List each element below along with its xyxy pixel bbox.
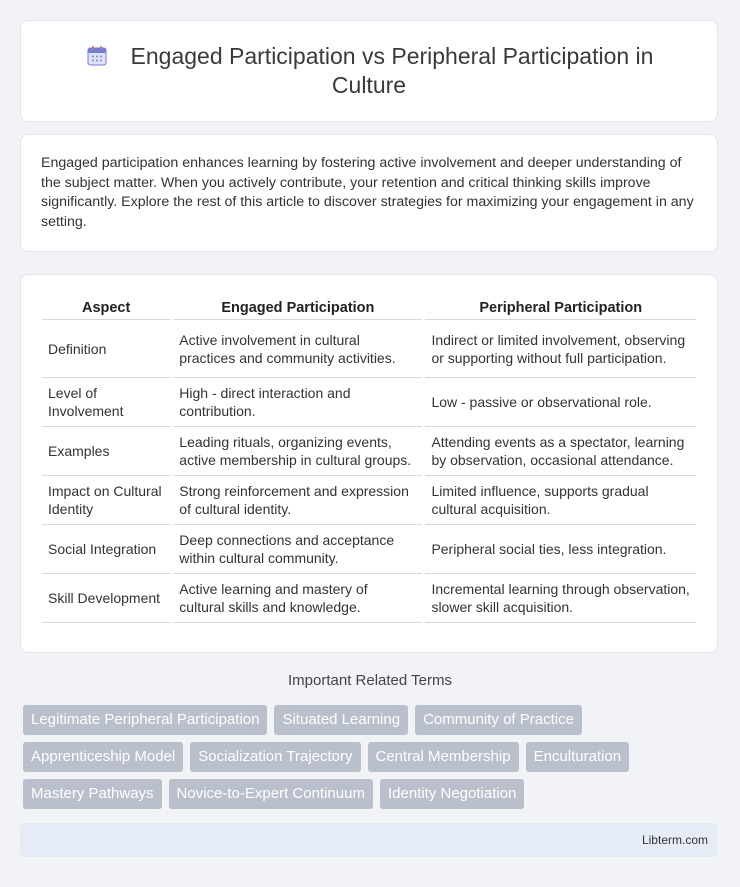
related-terms-title: Important Related Terms: [288, 672, 452, 689]
tag-mastery-pathways[interactable]: Mastery Pathways: [23, 779, 162, 809]
calendar-icon: [85, 44, 109, 68]
related-terms-list: [23, 705, 723, 816]
footer-site-link[interactable]: Libterm.com: [641, 833, 708, 847]
header-peripheral: Peripheral Participation: [424, 295, 696, 320]
table-header-row: [42, 295, 696, 320]
cell-peripheral: Indirect or limited involvement, observing or supporting without full participation.: [424, 320, 696, 378]
cell-aspect: Level of Involvement: [42, 378, 172, 427]
cell-engaged: High - direct interaction and contribution.: [172, 378, 424, 427]
cell-aspect: Skill Development: [42, 574, 172, 623]
page-title: Engaged Participation vs Peripheral Participation in Culture: [130, 43, 654, 98]
cell-peripheral: Attending events as a spectator, learning by observation, occasional attendance.: [424, 427, 696, 476]
cell-aspect: Impact on Cultural Identity: [42, 476, 172, 525]
tag-community-of-practice[interactable]: Community of Practice: [415, 705, 582, 735]
tag-socialization-trajectory[interactable]: Socialization Trajectory: [190, 742, 360, 772]
cell-aspect: Examples: [42, 427, 172, 476]
table-row: [42, 378, 696, 427]
tag-row: [23, 705, 723, 735]
tag-legitimate-peripheral-participation[interactable]: Legitimate Peripheral Participation: [23, 705, 267, 735]
cell-peripheral: Incremental learning through observation, slower skill acquisition.: [424, 574, 696, 623]
tag-row: [23, 779, 723, 809]
cell-aspect: Social Integration: [42, 525, 172, 574]
tag-novice-to-expert-continuum[interactable]: Novice-to-Expert Continuum: [169, 779, 373, 809]
cell-peripheral: Peripheral social ties, less integration.: [424, 525, 696, 574]
table-row: [42, 427, 696, 476]
intro-text: Engaged participation enhances learning by fostering active involvement and deeper understanding of the subject matter. When you actively contribute, your retention and critical thinking skills improve significantly. Explore the rest of this article to discover strategies for maximizing your engagement in any setting.: [41, 155, 694, 230]
tag-identity-negotiation[interactable]: Identity Negotiation: [380, 779, 524, 809]
cell-engaged: Deep connections and acceptance within cultural community.: [172, 525, 424, 574]
cell-engaged: Active learning and mastery of cultural skills and knowledge.: [172, 574, 424, 623]
intro-card: [20, 134, 718, 252]
header-engaged: Engaged Participation: [172, 295, 424, 320]
tag-apprenticeship-model[interactable]: Apprenticeship Model: [23, 742, 183, 772]
cell-engaged: Active involvement in cultural practices and community activities.: [172, 320, 424, 378]
cell-peripheral: Limited influence, supports gradual cultural acquisition.: [424, 476, 696, 525]
table-row: [42, 525, 696, 574]
table-row: [42, 574, 696, 623]
tag-row: [23, 742, 723, 772]
table-row: [42, 476, 696, 525]
page-title-wrap: [49, 42, 689, 100]
tag-enculturation[interactable]: Enculturation: [526, 742, 630, 772]
title-card: [20, 20, 718, 122]
cell-engaged: Strong reinforcement and expression of cultural identity.: [172, 476, 424, 525]
cell-aspect: Definition: [42, 320, 172, 378]
header-aspect: Aspect: [42, 295, 172, 320]
cell-engaged: Leading rituals, organizing events, active membership in cultural groups.: [172, 427, 424, 476]
tag-situated-learning[interactable]: Situated Learning: [274, 705, 408, 735]
comparison-table: [42, 295, 696, 623]
comparison-table-card: [20, 274, 718, 653]
footer: [20, 823, 718, 857]
table-row: [42, 320, 696, 378]
cell-peripheral: Low - passive or observational role.: [424, 378, 696, 427]
tag-central-membership[interactable]: Central Membership: [368, 742, 519, 772]
